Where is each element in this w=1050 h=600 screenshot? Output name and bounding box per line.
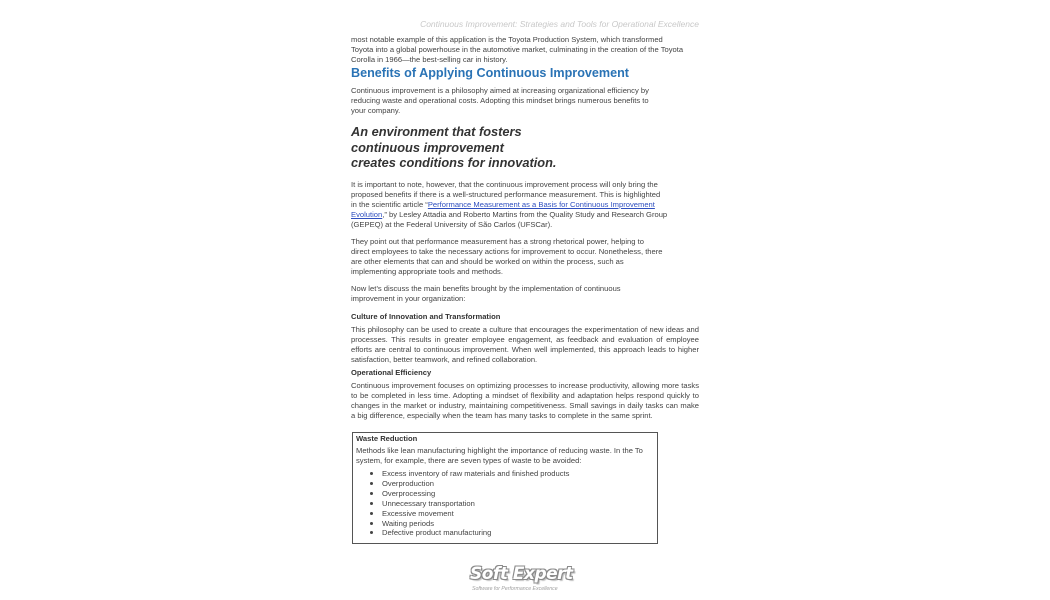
- waste-reduction-line: Methods like lean manufacturing highlight the importance of reducing waste. In the To: [356, 446, 643, 455]
- efficiency-heading: Operational Efficiency: [351, 368, 432, 377]
- measurement-text: ,” by Lesley Attadia and Roberto Martins from the Quality Study and Research Group: [382, 209, 668, 219]
- waste-reduction-text: [356, 446, 658, 466]
- benefits-intro-line: Now let’s discuss the main benefits brought by the implementation of continuous: [351, 284, 621, 293]
- measurement-paragraph: [351, 180, 699, 230]
- rhetorical-line: are other elements that can and should be worked on within the process, such as: [351, 256, 624, 266]
- benefits-intro-line: improvement in your organization:: [351, 293, 466, 303]
- section-intro-line: your company.: [351, 105, 401, 115]
- section-title: Benefits of Applying Continuous Improvement: [351, 66, 629, 80]
- logo-wordmark: Soft Expert: [470, 564, 573, 584]
- measurement-line: [351, 210, 699, 220]
- rhetorical-line: direct employees to take the necessary actions for improvement to occur. Nonetheless, there: [351, 246, 663, 256]
- softexpert-logo: [470, 564, 582, 596]
- bullet-icon: [370, 531, 373, 534]
- section-intro-paragraph: [351, 86, 699, 116]
- bullet-icon: [370, 482, 373, 485]
- list-item: Overprocessing: [370, 489, 569, 499]
- pull-quote-line: An environment that fosters: [351, 124, 522, 139]
- waste-reduction-line: system, for example, there are seven types of waste to be avoided:: [356, 455, 582, 465]
- article-link[interactable]: Performance Measurement as a Basis for Continuous Improvement: [427, 199, 655, 209]
- culture-paragraph: [351, 325, 699, 365]
- list-item: Defective product manufacturing: [370, 528, 569, 538]
- efficiency-paragraph: [351, 381, 699, 421]
- intro-line: Toyota into a global powerhouse in the automotive market, culminating in the creation of the Toyota: [351, 44, 684, 54]
- logo-tagline: Software for Performance Excellence: [472, 586, 558, 592]
- section-intro-line: Continuous improvement is a philosophy aimed at increasing organizational efficiency by: [351, 86, 649, 95]
- bullet-icon: [370, 522, 373, 525]
- waste-reduction-heading: Waste Reduction: [356, 434, 418, 443]
- culture-heading: Culture of Innovation and Transformation: [351, 312, 501, 321]
- list-item: Excess inventory of raw materials and finished products: [370, 469, 569, 479]
- bullet-icon: [370, 502, 373, 505]
- rhetorical-line: implementing appropriate tools and methods.: [351, 266, 503, 276]
- bullet-icon: [370, 512, 373, 515]
- pull-quote-line: creates conditions for innovation.: [351, 155, 557, 171]
- list-item: Overproduction: [370, 479, 569, 489]
- list-item: Excessive movement: [370, 509, 569, 519]
- intro-line: Corolla in 1966—the best-selling car in history.: [351, 54, 508, 64]
- bullet-icon: [370, 472, 373, 475]
- intro-line: most notable example of this application is the Toyota Production System, which transformed: [351, 35, 663, 44]
- efficiency-text: Continuous improvement focuses on optimizing processes to increase productivity, allowing more tasks to be completed in less time. Adopting a mindset of flexibility and adaptation helps respond quickly to changes in the market or industry, maintaining competitiveness. Small savings in daily tasks can make a big difference, especially when the team has many tasks to complete in the same sprint.: [351, 381, 699, 420]
- measurement-text: in the scientific article “: [351, 199, 428, 209]
- rhetorical-paragraph: [351, 237, 699, 277]
- measurement-line: (GEPEQ) at the Federal University of São Carlos (UFSCar).: [351, 219, 553, 229]
- measurement-line: [351, 200, 699, 210]
- pull-quote: [351, 124, 557, 171]
- waste-types-list: [370, 469, 569, 538]
- waste-reduction-box: [352, 432, 658, 544]
- pull-quote-line: continuous improvement: [351, 139, 504, 155]
- rhetorical-line: They point out that performance measurement has a strong rhetorical power, helping to: [351, 237, 644, 246]
- running-header: Continuous Improvement: Strategies and Tools for Operational Excellence: [420, 19, 699, 29]
- benefits-intro-paragraph: [351, 284, 699, 304]
- list-item: Waiting periods: [370, 519, 569, 529]
- bullet-icon: [370, 492, 373, 495]
- section-intro-line: reducing waste and operational costs. Adopting this mindset brings numerous benefits to: [351, 95, 649, 105]
- list-item: Unnecessary transportation: [370, 499, 569, 509]
- measurement-line: proposed benefits if there is a well-structured performance measurement. This is highlighted: [351, 189, 661, 199]
- article-link-continued[interactable]: Evolution: [351, 209, 383, 219]
- measurement-line: It is important to note, however, that the continuous improvement process will only bring the: [351, 180, 658, 189]
- culture-text: This philosophy can be used to create a culture that encourages the experimentation of new ideas and processes. This results in greater employee engagement, as feedback and evaluation of employee efforts are central to continuous improvement. When well implemented, this approach leads to higher satisfaction, better teamwork, and refined collaboration.: [351, 325, 699, 364]
- intro-paragraph: [351, 35, 699, 65]
